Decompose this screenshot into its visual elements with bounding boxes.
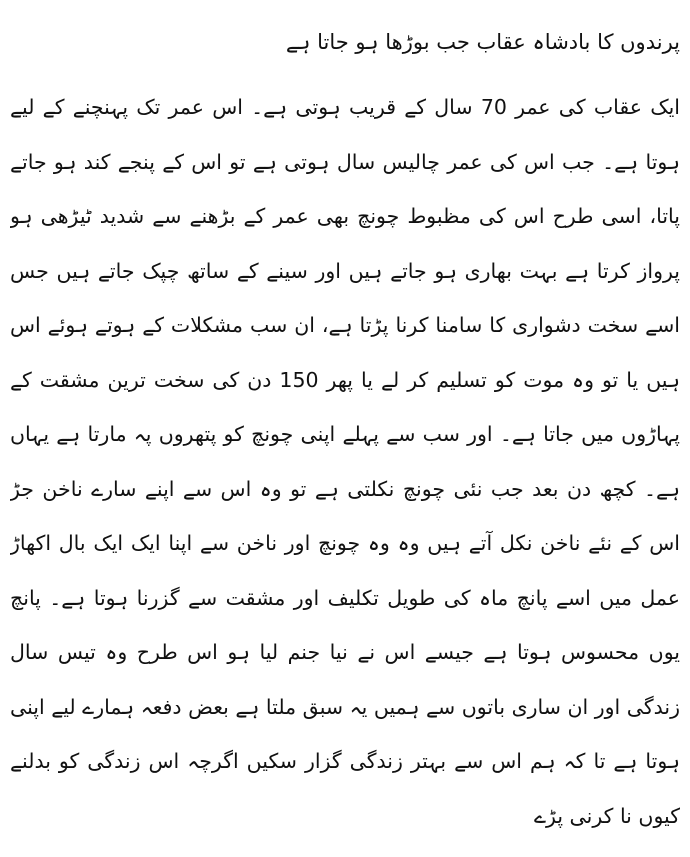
body-line-last [10, 789, 680, 844]
document-body [10, 80, 680, 843]
body-line-text: پرواز کرتا ہے بہت بھاری ہو جاتے ہیں اور سینے کے ساتھ چپک جاتے ہیں جس [10, 258, 680, 283]
body-line [10, 516, 680, 571]
body-line [10, 734, 680, 789]
body-line-text: ایک عقاب کی عمر 70 سال کے قریب ہوتی ہے۔ اس عمر تک پہنچنے کے لیے [10, 95, 680, 119]
body-line [10, 80, 680, 135]
body-line-text: کیوں نا کرنی پڑے [534, 803, 680, 828]
body-line [10, 135, 680, 190]
body-line-text: پہاڑوں میں جاتا ہے۔ اور سب سے پہلے اپنی چونچ کو پتھروں پہ مارتا ہے یہاں [10, 422, 680, 446]
body-line-text: ہوتا ہے تا کہ ہم اس سے بہتر زندگی گزار سکیں اگرچہ اس زندگی کو بدلنے [10, 749, 680, 773]
body-line [10, 298, 680, 353]
body-line-text: زندگی اور ان ساری باتوں سے ہمیں یہ سبق ملتا ہے بعض دفعہ ہمارے لیے اپنی [10, 694, 680, 719]
document-title: پرندوں کا بادشاہ عقاب جب بوڑھا ہو جاتا ہے [285, 30, 680, 54]
body-line-text: اسے سخت دشواری کا سامنا کرنا پڑتا ہے، ان سب مشکلات کے ہوتے ہوئے اس [10, 313, 680, 337]
body-line [10, 680, 680, 735]
body-line [10, 462, 680, 517]
body-line-text: عمل میں اسے پانچ ماہ کی طویل تکلیف اور مشقت سے گزرنا ہوتا ہے۔ پانچ [10, 585, 680, 610]
body-line [10, 571, 680, 626]
body-line [10, 625, 680, 680]
body-line-text: ہیں یا تو وہ موت کو تسلیم کر لے یا پھر 150 دن کی سخت ترین مشقت کے [10, 367, 680, 392]
body-line [10, 407, 680, 462]
body-line-text: یوں محسوس ہوتا ہے جیسے اس نے نیا جنم لیا ہو اس طرح وہ تیس سال [10, 640, 680, 664]
body-line-text: ہوتا ہے۔ جب اس کی عمر چالیس سال ہوتی ہے تو اس کے پنجے کند ہو جاتے [10, 149, 680, 174]
body-line-text: اس کے نئے ناخن نکل آتے ہیں وہ وہ چونچ اور ناخن سے اپنا ایک ایک بال اکھاڑ [10, 531, 680, 555]
body-line-text: پاتا، اسی طرح اس کی مظبوط چونچ بھی عمر کے بڑھنے سے شدید ٹیڑھی ہو [10, 204, 680, 228]
body-line [10, 189, 680, 244]
body-line-text: ہے۔ کچھ دن بعد جب نئی چونچ نکلتی ہے تو وہ اس سے اپنے سارے ناخن جڑ [10, 476, 680, 501]
body-line [10, 244, 680, 299]
body-line [10, 353, 680, 408]
